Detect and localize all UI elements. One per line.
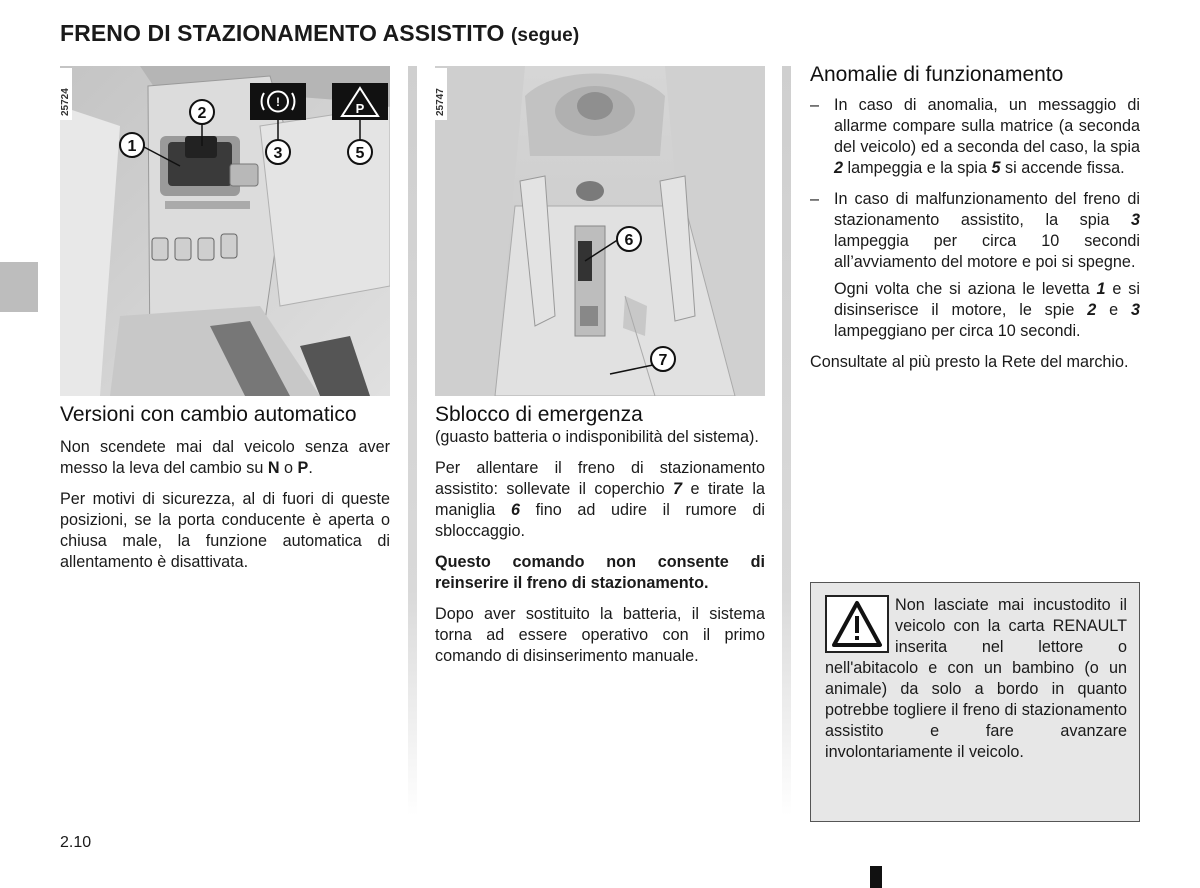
warning-text-wrap xyxy=(825,595,1127,763)
callout-3: 3 xyxy=(273,145,283,162)
paragraph: Dopo aver sostituito la batteria, il sistema torna ad essere operativo con il primo comando di disinserimento manuale. xyxy=(435,605,765,665)
page-title-main: FRENO DI STAZIONAMENTO ASSISTITO xyxy=(60,20,505,46)
column-emergency-release xyxy=(435,402,765,677)
paragraph: Per allentare il freno di stazionamento assistito: sollevate il coperchio 7 e tirate la maniglia 6 fino ad udire il rumore di sbloccaggio. xyxy=(435,459,765,540)
section-heading: Versioni con cambio automatico xyxy=(60,403,357,426)
column-malfunctions xyxy=(810,62,1140,383)
callout-5: 5 xyxy=(355,145,365,162)
figure-emergency-release xyxy=(435,66,765,396)
section-heading: Sblocco di emergenza xyxy=(435,403,643,426)
callout-6: 6 xyxy=(624,232,634,249)
column-automatic-gearbox xyxy=(60,402,390,583)
section-subtitle: (guasto batteria o indisponibilità del sistema). xyxy=(435,428,759,446)
bold-note: Questo comando non consente di reinserire il freno di stazionamento. xyxy=(435,553,765,592)
warning-box xyxy=(810,582,1140,822)
page-end-mark xyxy=(870,866,882,888)
svg-text:!: ! xyxy=(276,95,280,109)
column-divider xyxy=(782,66,791,816)
paragraph: Ogni volta che si aziona le levetta 1 e si disinserisce il motore, le spie 2 e 3 lampeggiano per circa 10 secondi. xyxy=(834,280,1141,340)
page-title xyxy=(60,20,579,47)
callout-1: 1 xyxy=(127,138,137,155)
dashboard-photo xyxy=(60,66,390,396)
callout-2: 2 xyxy=(197,105,207,122)
page-number: 2.10 xyxy=(60,834,92,851)
svg-text:P: P xyxy=(355,101,365,116)
section-heading: Anomalie di funzionamento xyxy=(810,63,1064,86)
warning-text: Non lasciate mai incustodito il veicolo con la carta RENAULT inserita nel lettore o nell'abitacolo e con un bambino (o un animale) da solo a bordo in quanto potrebbe togliere il freno di stazionamento assistito e fare avanzare involontariamente il veicolo. xyxy=(825,596,1127,761)
figure-code: 25724 xyxy=(60,88,71,116)
section-tab xyxy=(0,262,38,312)
callout-7: 7 xyxy=(658,352,668,369)
warning-triangle-icon xyxy=(825,595,889,653)
console-photo xyxy=(435,66,765,396)
page-title-sub: (segue) xyxy=(510,25,580,46)
paragraph: Per motivi di sicurezza, al di fuori di queste posizioni, se la porta conducente è aperta o chiusa male, la funzione automatica di allentamento è disattivata. xyxy=(60,490,390,571)
column-divider xyxy=(408,66,417,816)
figure-code: 25747 xyxy=(435,88,446,116)
paragraph: Consultate al più presto la Rete del marchio. xyxy=(810,353,1129,371)
figure-automatic-gearbox xyxy=(60,66,390,396)
paragraph: Non scendete mai dal veicolo senza aver messo la leva del cambio su N o P. xyxy=(60,438,390,477)
list-item: – In caso di malfunzionamento del freno di stazionamento assistito, la spia 3 lampeggia per circa 10 secondi all’avviamento del motore e poi si spegne. xyxy=(810,190,1140,271)
list-item: – In caso di anomalia, un messaggio di allarme compare sulla matrice (a seconda del veicolo) ed a seconda del caso, la spia 2 lampeggia e la spia 5 si accende fissa. xyxy=(810,96,1140,177)
malfunction-list xyxy=(810,95,1140,273)
